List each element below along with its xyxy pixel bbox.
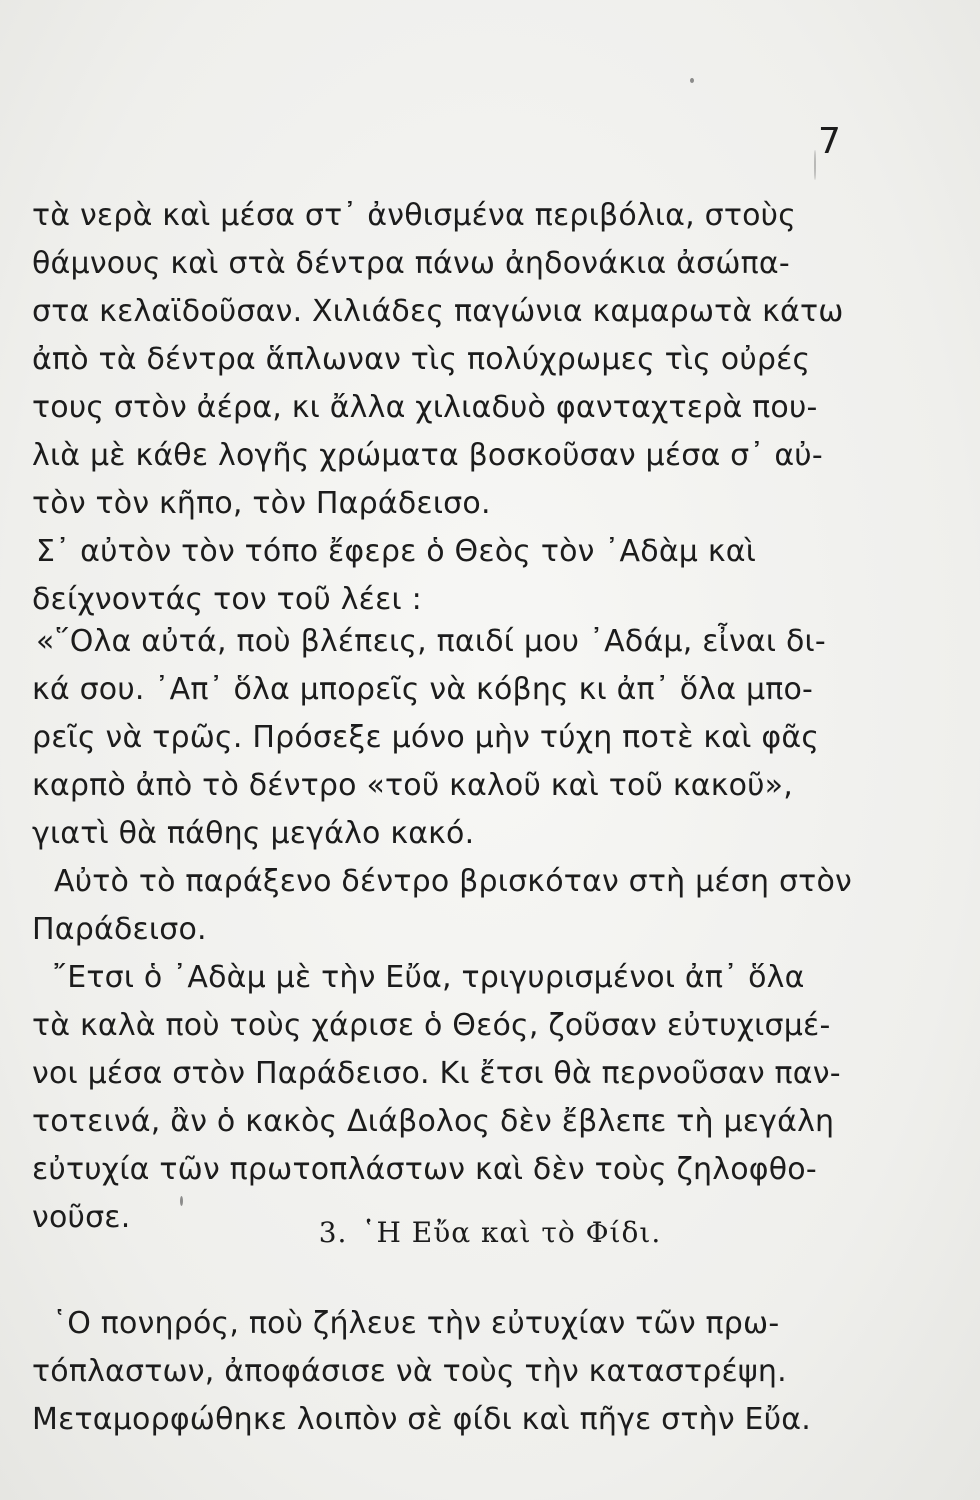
text-line: Παράδεισο. xyxy=(32,912,207,947)
text-line: «῞Ολα αὐτά, ποὺ βλέπεις, παιδί μου ᾽Αδάμ, εἶναι δι- xyxy=(36,624,826,659)
text-line: δείχνοντάς τον τοῦ λέει : xyxy=(32,582,422,617)
page-number: 7 xyxy=(818,121,841,162)
text-line: θάμνους καὶ στὰ δέντρα πάνω ἀηδονάκια ἀσώπα- xyxy=(32,246,790,281)
scan-speck xyxy=(180,1196,183,1206)
text-line: Αὐτὸ τὸ παράξενο δέντρο βρισκόταν στὴ μέση στὸν xyxy=(54,864,852,899)
text-line: γιατὶ θὰ πάθης μεγάλο κακό. xyxy=(32,816,475,851)
text-line: καρπὸ ἀπὸ τὸ δέντρο «τοῦ καλοῦ καὶ τοῦ κακοῦ», xyxy=(32,768,793,803)
text-line: νοῦσε. xyxy=(32,1200,131,1235)
text-line: στα κελαϊδοῦσαν. Χιλιάδες παγώνια καμαρωτὰ κάτω xyxy=(32,294,844,329)
text-line: εὐτυχία τῶν πρωτοπλάστων καὶ δὲν τοὺς ζηλοφθο- xyxy=(32,1152,817,1187)
text-line: Μεταμορφώθηκε λοιπὸν σὲ φίδι καὶ πῆγε στὴν Εὔα. xyxy=(32,1402,811,1437)
section-heading-number: 3. xyxy=(318,1216,348,1249)
text-line: ῾Ο πονηρός, ποὺ ζήλευε τὴν εὐτυχίαν τῶν πρω- xyxy=(52,1306,780,1341)
text-line: τόπλαστων, ἀποφάσισε νὰ τοὺς τὴν καταστρέψη. xyxy=(32,1354,787,1389)
text-line: τὰ νερὰ καὶ μέσα στ᾽ ἀνθισμένα περιβόλια, στοὺς xyxy=(32,198,797,233)
section-heading xyxy=(0,1216,980,1249)
text-line: τὰ καλὰ ποὺ τοὺς χάρισε ὁ Θεός, ζοῦσαν εὐτυχισμέ- xyxy=(32,1008,831,1043)
text-line: τοτεινά, ἂν ὁ κακὸς Διάβολος δὲν ἔβλεπε τὴ μεγάλη xyxy=(32,1104,835,1139)
text-line: κά σου. ᾽Απ᾽ ὅλα μπορεῖς νὰ κόβης κι ἀπ᾽ ὅλα μπο- xyxy=(32,672,814,707)
text-line: ρεῖς νὰ τρῶς. Πρόσεξε μόνο μὴν τύχη ποτὲ καὶ φᾶς xyxy=(32,720,820,755)
text-line: Σ᾽ αὐτὸν τὸν τόπο ἔφερε ὁ Θεὸς τὸν ᾽Αδὰμ καὶ xyxy=(36,534,757,569)
section-heading-title: ῾Η Εὔα καὶ τὸ Φίδι. xyxy=(361,1216,662,1249)
scan-speck xyxy=(690,78,694,83)
scan-speck xyxy=(814,150,816,180)
text-line: ἀπὸ τὰ δέντρα ἅπλωναν τὶς πολύχρωμες τὶς οὐρές xyxy=(32,342,811,377)
text-line: νοι μέσα στὸν Παράδεισο. Κι ἔτσι θὰ περνοῦσαν παν- xyxy=(32,1056,841,1091)
text-line: ῎Ετσι ὁ ᾽Αδὰμ μὲ τὴν Εὔα, τριγυρισμένοι ἀπ᾽ ὅλα xyxy=(52,960,805,995)
text-line: τὸν τὸν κῆπο, τὸν Παράδεισο. xyxy=(32,486,491,521)
text-line: λιὰ μὲ κάθε λογῆς χρώματα βοσκοῦσαν μέσα σ᾽ αὐ- xyxy=(32,438,823,473)
text-line: τους στὸν ἀέρα, κι ἄλλα χιλιαδυὸ φανταχτερὰ που- xyxy=(32,390,818,425)
